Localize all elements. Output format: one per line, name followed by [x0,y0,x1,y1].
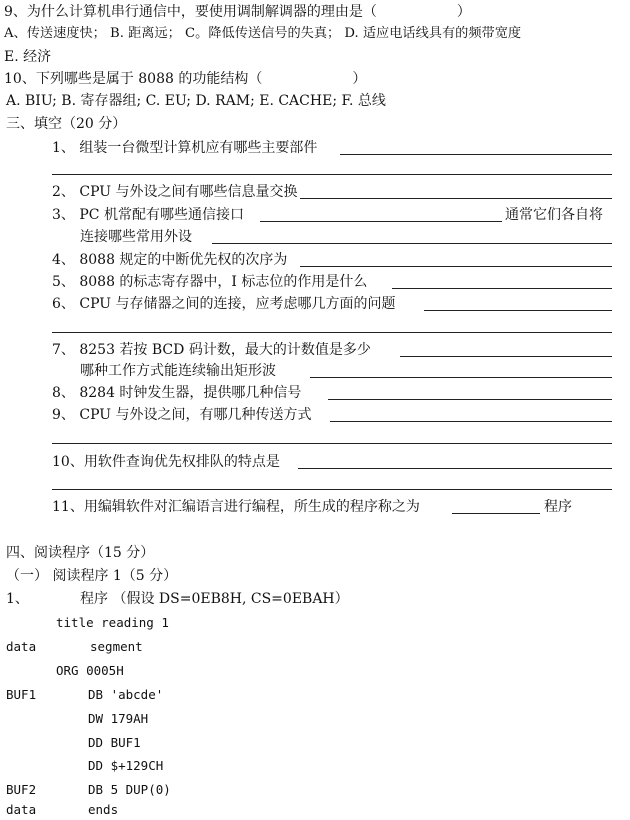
code-line: title reading 1 [56,615,169,630]
program-number: 1、 [6,591,29,607]
answer-line [52,332,612,333]
code-line: DB 'abcde' [88,687,164,702]
code-label: BUF1 [6,687,37,702]
answer-line [330,421,612,422]
section4-title: 四、阅读程序（15 分） [6,545,155,561]
code-line: ORG 0005H [56,663,124,678]
answer-line [452,513,540,514]
answer-line [212,243,612,244]
code-line: DW 179AH [88,711,149,726]
answer-line [392,288,612,289]
q9-options: A、传送速度快； B. 距离远； C。降低传送信号的失真； D. 适应电话线具有的频带宽度 [4,26,522,41]
fill-item-3-line2: 连接哪些常用外设 [80,229,192,245]
fill-item-3: 3、 PC 机常配有哪些通信接口 [52,207,244,223]
q10-options: A. BIU; B. 寄存器组; C. EU; D. RAM; E. CACHE; F. 总线 [6,93,386,109]
answer-line [400,356,612,357]
answer-line [300,266,612,267]
answer-line [52,489,612,490]
code-label: data [6,802,37,817]
fill-item-4: 4、 8088 规定的中断优先权的次序为 [52,252,288,268]
answer-line [424,310,612,311]
fill-item-11-suffix: 程序 [544,499,572,515]
section3-title: 三、填空（20 分） [6,116,127,132]
fill-item-11: 11、用编辑软件对汇编语言进行编程，所生成的程序称之为 [52,499,420,515]
code-line: ends [88,802,119,817]
q9-option-e: E. 经济 [4,49,52,65]
code-line: DD $+129CH [88,758,164,773]
q10-stem: 10、下列哪些是属于 8088 的功能结构（ ） [4,71,367,87]
fill-item-2: 2、 CPU 与外设之间有哪些信息量交换 [52,184,298,200]
answer-line [260,221,502,222]
answer-line [328,399,612,400]
fill-item-6: 6、 CPU 与存储器之间的连接，应考虑哪几方面的问题 [52,296,396,312]
code-label: BUF2 [6,782,37,797]
answer-line [310,377,612,378]
code-line: DD BUF1 [88,735,141,750]
code-line: DB 5 DUP(0) [88,782,171,797]
fill-item-7-line2: 哪种工作方式能连续输出矩形波 [80,363,276,379]
code-line: segment [90,639,143,654]
fill-item-8: 8、 8284 时钟发生器，提供哪几种信号 [52,385,302,401]
fill-item-9: 9、 CPU 与外设之间，有哪几种传送方式 [52,407,312,423]
fill-item-3-cont: 通常它们各自将 [505,207,603,223]
answer-line [298,468,612,469]
answer-line [300,198,612,199]
fill-item-1: 1、 组装一台微型计算机应有哪些主要部件 [52,140,318,156]
fill-item-7: 7、 8253 若按 BCD 码计数，最大的计数值是多少 [52,342,371,358]
fill-item-5: 5、 8088 的标志寄存器中，I 标志位的作用是什么 [52,274,368,290]
answer-line [340,154,612,155]
fill-item-10: 10、用软件查询优先权排队的特点是 [52,454,280,470]
q9-stem: 9、为什么计算机串行通信中，要使用调制解调器的理由是（ ） [4,4,471,20]
answer-line [52,174,612,175]
code-label: data [6,639,37,654]
answer-line [52,443,612,444]
program-description: 程序 （假设 DS=0EB8H, CS=0EBAH） [80,591,349,607]
section4-sub1: （一） 阅读程序 1（5 分） [6,568,178,584]
